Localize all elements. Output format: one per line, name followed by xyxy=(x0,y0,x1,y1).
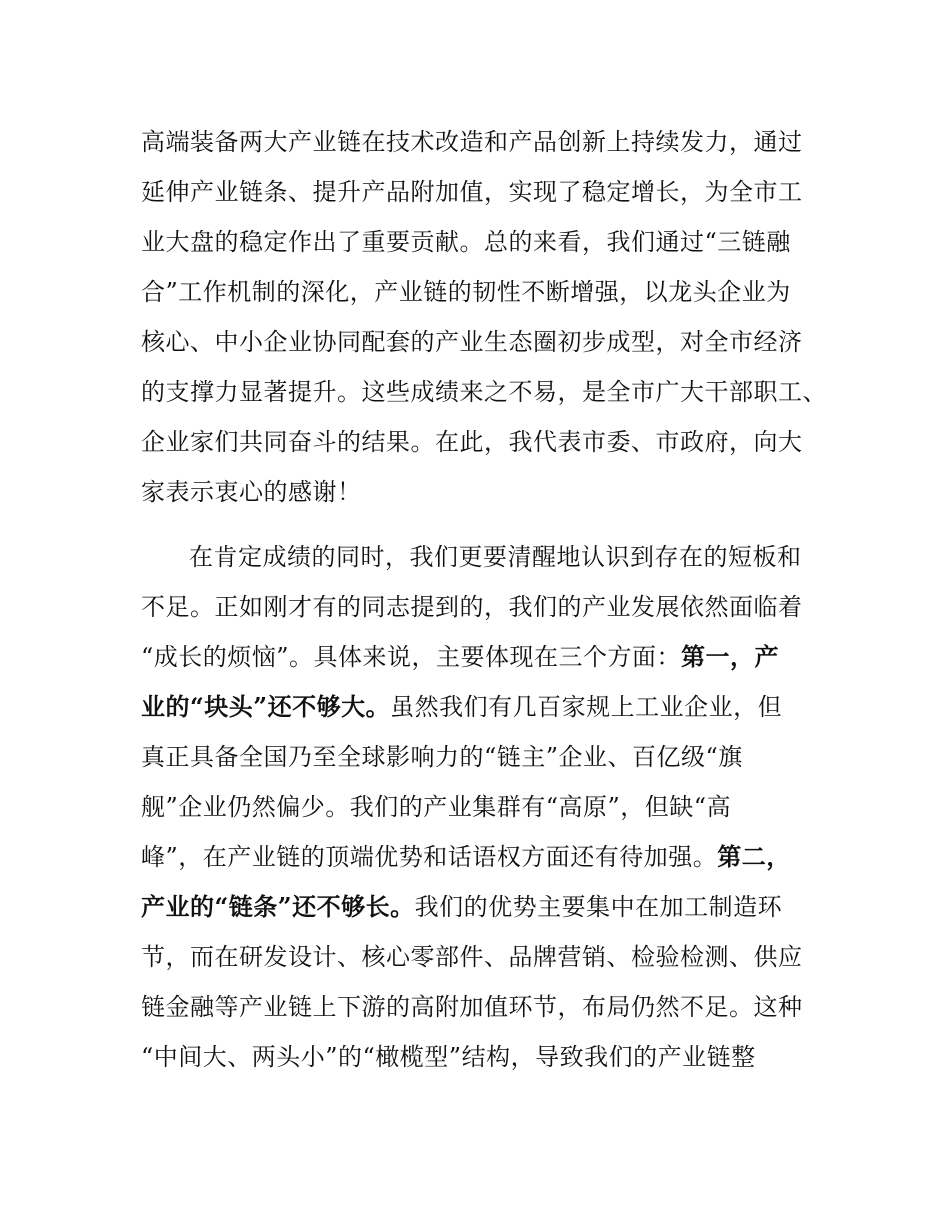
point-1-heading-end: 业的“块头”还不够大。 xyxy=(141,692,391,721)
line-3-text: “成长的烦恼”。具体来说，主要体现在三个方面： xyxy=(141,643,682,671)
paragraph-1-line-2: 延伸产业链条、提升产品附加值，实现了稳定增长，为全市工 xyxy=(141,178,803,206)
line-4-text: 虽然我们有几百家规上工业企业，但 xyxy=(390,693,783,721)
paragraph-2-line-1: 在肯定成绩的同时，我们更要清醒地认识到存在的短板和 xyxy=(189,543,802,571)
paragraph-2-line-10: 链金融等产业链上下游的高附加值环节，布局仍然不足。这种 xyxy=(141,993,803,1021)
paragraph-2-line-3 xyxy=(141,637,831,677)
paragraph-1-line-7: 企业家们共同奋斗的结果。在此，我代表市委、市政府，向大 xyxy=(141,428,803,456)
paragraph-2-line-6: 舰”企业仍然偏少。我们的产业集群有“高原”，但缺“高 xyxy=(141,793,732,821)
paragraph-2-line-5: 真正具备全国乃至全球影响力的“链主”企业、百亿级“旗 xyxy=(141,743,743,771)
paragraph-2-line-9: 节，而在研发设计、核心零部件、品牌营销、检验检测、供应 xyxy=(141,943,803,971)
paragraph-2-line-4 xyxy=(141,687,831,727)
paragraph-1-line-8: 家表示衷心的感谢！ xyxy=(141,478,362,506)
paragraph-1-line-5: 核心、中小企业协同配套的产业生态圈初步成型，对全市经济 xyxy=(141,328,803,356)
paragraph-1-line-6: 的支撑力显著提升。这些成绩来之不易，是全市广大干部职工、 xyxy=(141,378,827,406)
paragraph-2-line-2: 不足。正如刚才有的同志提到的，我们的产业发展依然面临着 xyxy=(141,593,803,621)
paragraph-2-line-11: “中间大、两头小”的“橄榄型”结构，导致我们的产业链整 xyxy=(141,1043,756,1071)
point-2-heading-end: 产业的“链条”还不够长。 xyxy=(141,892,415,921)
paragraph-2-line-8 xyxy=(141,887,831,927)
line-7-text: 峰”，在产业链的顶端优势和话语权方面还有待加强。 xyxy=(141,843,718,871)
point-1-heading-start: 第一，产 xyxy=(681,642,780,671)
paragraph-2-line-7 xyxy=(141,837,831,877)
paragraph-1-line-3: 业大盘的稳定作出了重要贡献。总的来看，我们通过“三链融 xyxy=(141,228,791,256)
line-8-text: 我们的优势主要集中在加工制造环 xyxy=(414,893,783,921)
paragraph-1-line-1: 高端装备两大产业链在技术改造和产品创新上持续发力，通过 xyxy=(141,128,803,156)
paragraph-1-line-4: 合”工作机制的深化，产业链的韧性不断增强，以龙头企业为 xyxy=(141,278,791,306)
point-2-heading-start: 第二， xyxy=(717,842,791,871)
